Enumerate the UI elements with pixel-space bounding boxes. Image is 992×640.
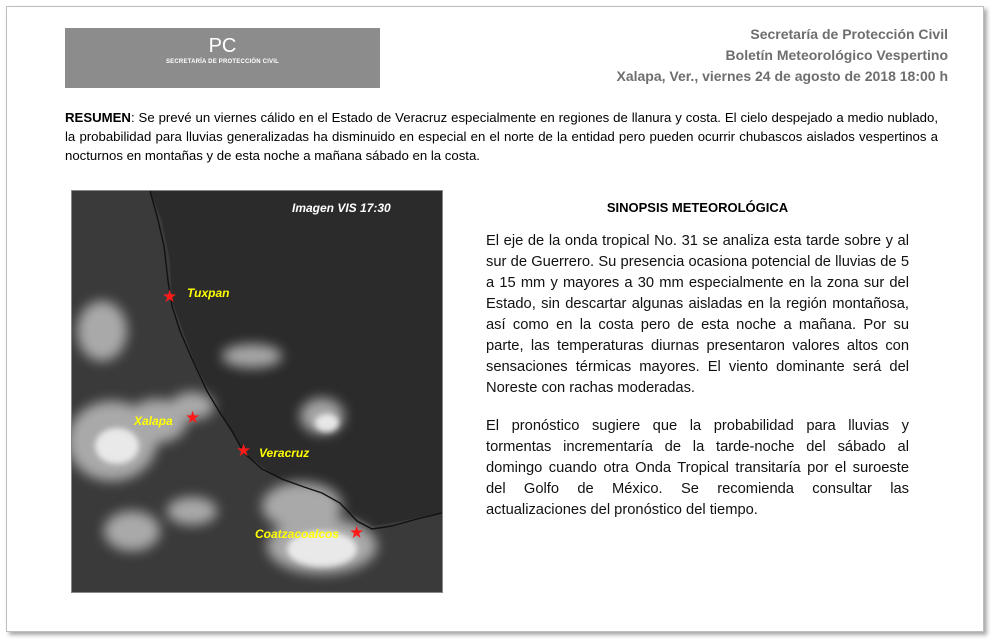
satellite-image-title: Imagen VIS 17:30	[292, 201, 391, 215]
city-label-veracruz: Veracruz	[259, 446, 310, 460]
header-bulletin-type: Boletín Meteorológico Vespertino	[725, 47, 948, 63]
veracruz-marker-icon: ★	[236, 441, 252, 460]
city-label-coatzacoalcos: Coatzacoalcos	[255, 527, 340, 541]
city-label-tuxpan: Tuxpan	[187, 286, 230, 300]
synopsis-paragraph-2: El pronóstico sugiere que la probabilidad para lluvias y tormentas incrementaría de la tarde-noche del sábado al domingo cuando otra Onda Tropical transitaría por el suroeste del Golfo de México. Se recomienda consultar las actualizaciones del pronóstico del tiempo.	[486, 418, 909, 518]
city-label-xalapa: Xalapa	[134, 414, 173, 428]
tuxpan-marker-icon: ★	[162, 287, 178, 306]
header-date: Xalapa, Ver., viernes 24 de agosto de 2018 18:00 h	[616, 68, 948, 84]
synopsis-heading: SINOPSIS METEOROLÓGICA	[606, 200, 789, 215]
logo-abbrev: PC	[208, 35, 237, 57]
xalapa-marker-icon: ★	[185, 408, 201, 427]
logo-org-name: SECRETARÍA DE PROTECCIÓN CIVIL	[165, 59, 279, 65]
header-agency: Secretaría de Protección Civil	[750, 26, 948, 42]
summary-label: RESUMEN	[65, 110, 131, 125]
bulletin-header	[616, 24, 948, 87]
coatzacoalcos-marker-icon: ★	[349, 523, 365, 542]
summary-paragraph	[65, 108, 938, 165]
summary-text: : Se prevé un viernes cálido en el Estado de Veracruz especialmente en regiones de llanura y costa. El cielo despejado a medio nublado, la probabilidad para lluvias generalizadas ha disminuido en especial en el norte de la entidad pero pueden ocurrir chubascos aislados vespertinos a nocturnos en montañas y de esta noche a mañana sábado en la costa.	[65, 110, 938, 163]
logo	[65, 28, 380, 88]
synopsis-section	[486, 200, 909, 538]
synopsis-paragraph-1: El eje de la onda tropical No. 31 se analiza esta tarde sobre y al sur de Guerrero. Su presencia ocasiona potencial de lluvias de 5 a 15 mm y mayores a 30 mm especialmente en la zona sur del Estado, sin descartar algunas aisladas en la región montañosa, así como en la costa pero de esta noche a mañana. Por su parte, las temperaturas diurnas presentaron valores altos con sensaciones térmicas mayores. El viento dominante será del Noreste con rachas moderadas.	[486, 233, 909, 396]
satellite-image	[71, 190, 443, 593]
